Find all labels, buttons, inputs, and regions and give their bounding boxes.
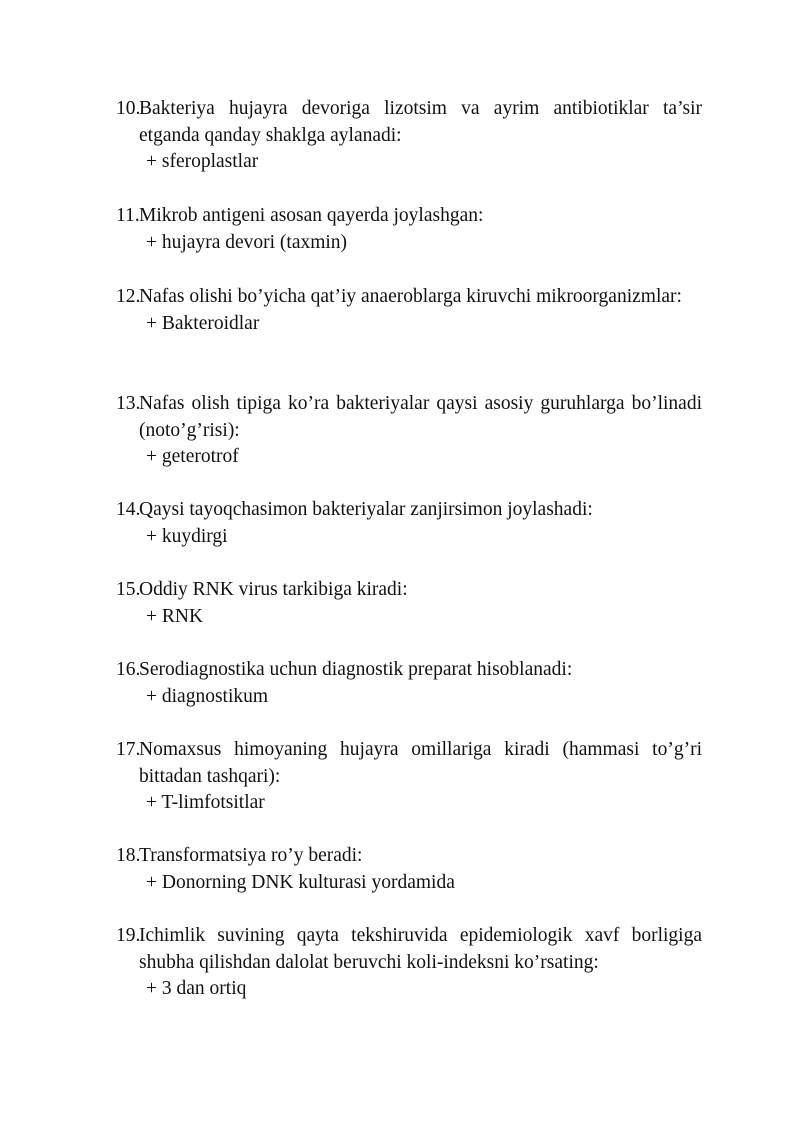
question-number: 16. — [116, 659, 141, 680]
question-item — [116, 203, 702, 256]
question-number: 17. — [116, 739, 141, 760]
question-number: 13. — [116, 393, 141, 414]
answer-text: + RNK — [146, 605, 204, 627]
question-number: 14. — [116, 499, 141, 520]
question-text: Mikrob antigeni asosan qayerda joylashgan: — [139, 205, 484, 226]
question-text: Ichimlik suvining qayta tekshiruvida epidemiologik xavf borligiga shubha qilishdan dalolat beruvchi koli-indeksni ko’rsating: — [139, 925, 702, 973]
answer-text: + Bakteroidlar — [146, 312, 260, 334]
question-item — [116, 737, 702, 817]
question-item — [116, 577, 702, 630]
answer-text: + geterotrof — [146, 446, 239, 467]
question-number: 11. — [116, 205, 140, 226]
question-text: Oddiy RNK virus tarkibiga kiradi: — [139, 579, 408, 600]
question-item — [116, 284, 702, 337]
question-text: Transformatsiya ro’y beradi: — [139, 845, 363, 866]
question-item — [116, 923, 702, 1003]
question-text: Qaysi tayoqchasimon bakteriyalar zanjirsimon joylashadi: — [139, 499, 593, 520]
answer-text: + diagnostikum — [146, 685, 269, 707]
question-item — [116, 497, 702, 550]
answer-text: + Donorning DNK kulturasi yordamida — [146, 871, 455, 893]
answer-text: + sferoplastlar — [146, 151, 259, 172]
answer-text: + kuydirgi — [146, 525, 228, 547]
question-item — [116, 96, 702, 176]
answer-text: + 3 dan ortiq — [146, 978, 247, 999]
question-item — [116, 657, 702, 710]
question-text: Serodiagnostika uchun diagnostik preparat hisoblanadi: — [139, 659, 573, 680]
question-item — [116, 843, 702, 896]
question-number: 10. — [116, 98, 141, 119]
question-number: 19. — [116, 925, 141, 946]
question-text: Bakteriya hujayra devoriga lizotsim va ayrim antibiotiklar ta’sir etganda qanday shaklga aylanadi: — [139, 98, 702, 146]
answer-text: + hujayra devori (taxmin) — [146, 231, 348, 253]
question-text: Nafas olishi bo’yicha qat’iy anaeroblarga kiruvchi mikroorganizmlar: — [139, 286, 682, 307]
question-text: Nomaxsus himoyaning hujayra omillariga kiradi (hammasi to’g’ri bittadan tashqari): — [139, 739, 702, 787]
question-number: 12. — [116, 286, 141, 307]
answer-text: + T-limfotsitlar — [146, 792, 265, 813]
question-text: Nafas olish tipiga ko’ra bakteriyalar qaysi asosiy guruhlarga bo’linadi (noto’g’risi): — [139, 393, 702, 441]
question-number: 15. — [116, 579, 141, 600]
question-number: 18. — [116, 845, 141, 866]
question-item — [116, 391, 702, 471]
